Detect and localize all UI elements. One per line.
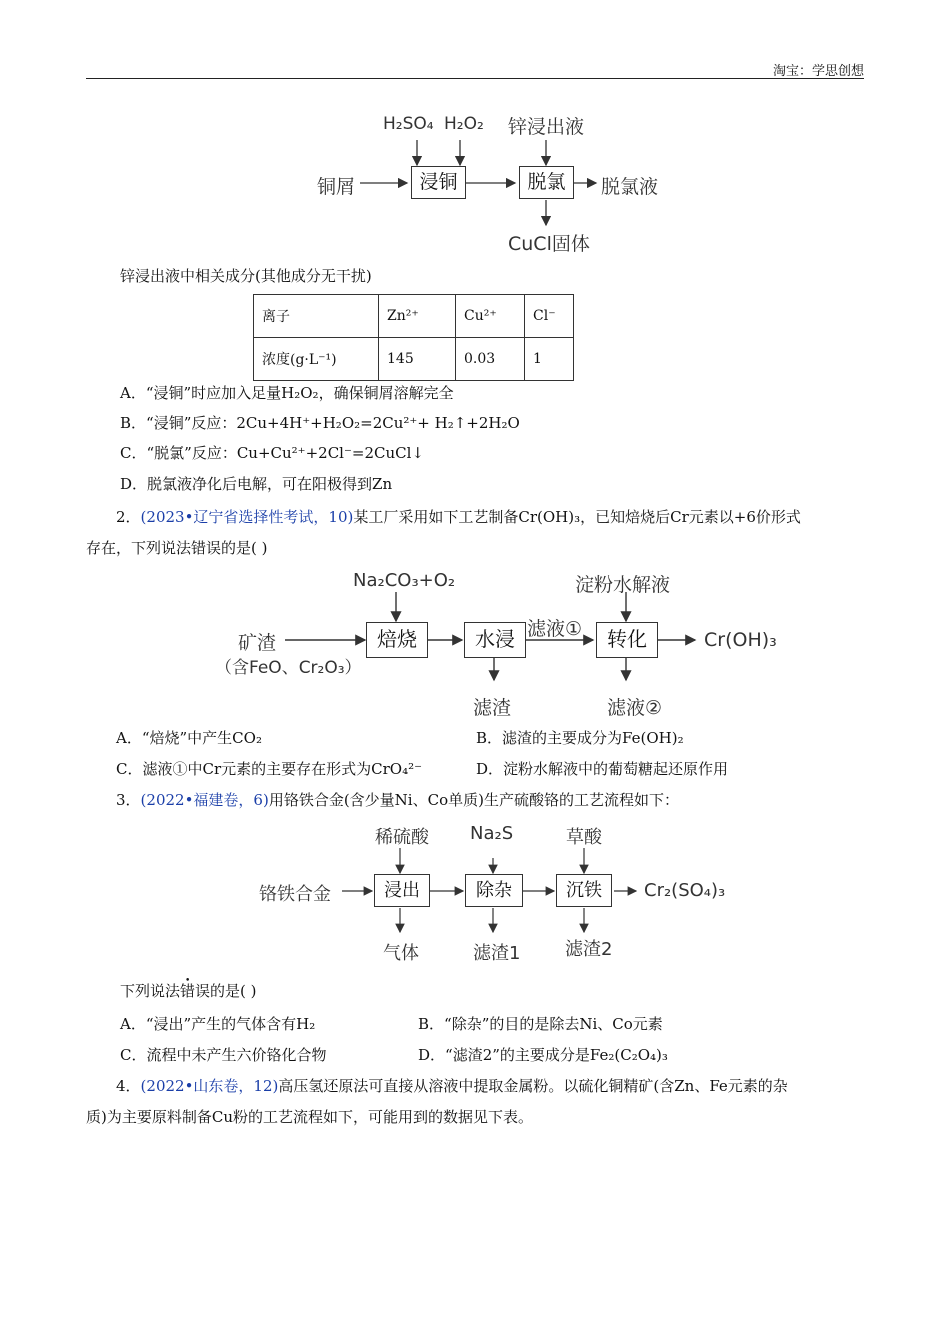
q3-option-a: A．“浸出”产生的气体含有H₂ — [120, 1015, 316, 1033]
d1-step-leach: 浸铜 — [411, 166, 466, 199]
page-header — [86, 58, 864, 79]
table-header-cell: Zn²⁺ — [379, 295, 456, 338]
d3-step-leach: 浸出 — [374, 874, 430, 907]
q1-option-c: C．“脱氯”反应：Cu+Cu²⁺+2Cl⁻=2CuCl↓ — [120, 444, 424, 462]
q3-option-b: B．“除杂”的目的是除去Ni、Co元素 — [418, 1015, 663, 1033]
q3-source: (2022•福建卷，6) — [140, 791, 269, 809]
d3-input: 铬铁合金 — [259, 884, 331, 905]
q2-source: (2023•辽宁省选择性考试，10) — [140, 508, 354, 526]
d2-step-roast: 焙烧 — [366, 622, 428, 658]
d1-reagent-h2o2: H₂O₂ — [444, 114, 484, 134]
d3-output: Cr₂(SO₄)₃ — [644, 880, 726, 901]
d2-step-water-leach: 水浸 — [464, 622, 526, 658]
table-row-label: 浓度(g·L⁻¹) — [254, 338, 379, 381]
table-header-cell: 离子 — [254, 295, 379, 338]
d2-filtrate1: 滤液① — [527, 618, 583, 640]
q2-option-b: B．滤渣的主要成分为Fe(OH)₂ — [476, 729, 684, 747]
d1-reagent-h2so4: H₂SO₄ — [383, 114, 434, 134]
q1-table-caption: 锌浸出液中相关成分(其他成分无干扰) — [120, 267, 372, 285]
q1-option-a: A．“浸铜”时应加入足量H₂O₂，确保铜屑溶解完全 — [120, 384, 454, 402]
q2-option-a: A．“焙烧”中产生CO₂ — [116, 729, 262, 747]
d3-out-residue1: 滤渣1 — [473, 943, 521, 964]
d1-input: 铜屑 — [317, 176, 356, 198]
d3-reagent-dilute-h2so4: 稀硫酸 — [375, 827, 429, 848]
d2-reagent-na2co3-o2: Na₂CO₃+O₂ — [353, 570, 456, 591]
d3-out-residue2: 滤渣2 — [565, 939, 613, 960]
header-shop: 淘宝：学思创想 — [772, 64, 864, 79]
q2-option-c: C．滤液①中Cr元素的主要存在形式为CrO₄²⁻ — [116, 760, 423, 778]
q3-question-pre: 下列说法 — [120, 982, 181, 1000]
d3-step-precipitate-iron: 沉铁 — [556, 874, 612, 907]
d2-input: 矿渣 — [238, 632, 277, 654]
q3-stem — [116, 790, 679, 810]
q1-option-d: D．脱氯液净化后电解，可在阳极得到Zn — [120, 475, 393, 493]
q3-option-c: C．流程中未产生六价铬化合物 — [120, 1046, 327, 1064]
table-header-cell: Cu²⁺ — [456, 295, 525, 338]
table-cell: 0.03 — [456, 338, 525, 381]
q2-stem-line1 — [116, 507, 801, 527]
q2-stem: 某工厂采用如下工艺制备Cr(OH)₃，已知焙烧后Cr元素以+6价形式 — [353, 508, 801, 526]
d3-reagent-na2s: Na₂S — [470, 823, 514, 844]
d2-output: Cr(OH)₃ — [704, 629, 777, 651]
d2-residue: 滤渣 — [473, 697, 512, 719]
d1-reagent-zinc-leach: 锌浸出液 — [508, 116, 585, 138]
q4-source: (2022•山东卷，12) — [140, 1077, 279, 1095]
q3-number: 3． — [116, 791, 141, 809]
d1-step-dechlorinate: 脱氯 — [519, 166, 574, 199]
d1-output: 脱氯液 — [601, 176, 659, 198]
q4-stem: 高压氢还原法可直接从溶液中提取金属粉。以硫化铜精矿(含Zn、Fe元素的杂 — [278, 1077, 788, 1095]
d2-step-convert: 转化 — [596, 622, 658, 658]
q2-stem-line2: 存在，下列说法错误的是( ) — [86, 539, 268, 557]
q2-option-d: D．淀粉水解液中的葡萄糖起还原作用 — [476, 760, 729, 778]
ion-table — [253, 294, 574, 381]
d2-input-composition: （含FeO、Cr₂O₃） — [215, 658, 362, 678]
table-cell: 1 — [525, 338, 574, 381]
q4-number: 4． — [116, 1077, 141, 1095]
d3-out-gas: 气体 — [383, 943, 419, 964]
q1-option-b: B．“浸铜”反应：2Cu+4H⁺+H₂O₂=2Cu²⁺+ H₂↑+2H₂O — [120, 414, 520, 432]
q3-option-d: D．“滤渣2”的主要成分是Fe₂(C₂O₄)₃ — [418, 1046, 668, 1064]
q3-question-emph: 错误 — [180, 982, 211, 1000]
d2-reagent-starch: 淀粉水解液 — [575, 574, 671, 596]
d1-solid: CuCl固体 — [508, 233, 590, 255]
table-header-cell: Cl⁻ — [525, 295, 574, 338]
d3-reagent-oxalic-acid: 草酸 — [566, 827, 602, 848]
q3-question-post: 的是( ) — [210, 982, 257, 1000]
q3-question — [120, 981, 257, 1001]
q4-stem-line1 — [116, 1076, 788, 1096]
table-cell: 145 — [379, 338, 456, 381]
q4-stem-line2: 质)为主要原料制备Cu粉的工艺流程如下，可能用到的数据见下表。 — [86, 1108, 533, 1126]
q3-stem-text: 用铬铁合金(含少量Ni、Co单质)生产硫酸铬的工艺流程如下： — [268, 791, 679, 809]
d2-filtrate2: 滤液② — [607, 697, 663, 719]
q2-number: 2． — [116, 508, 141, 526]
d3-step-purify: 除杂 — [465, 874, 523, 907]
